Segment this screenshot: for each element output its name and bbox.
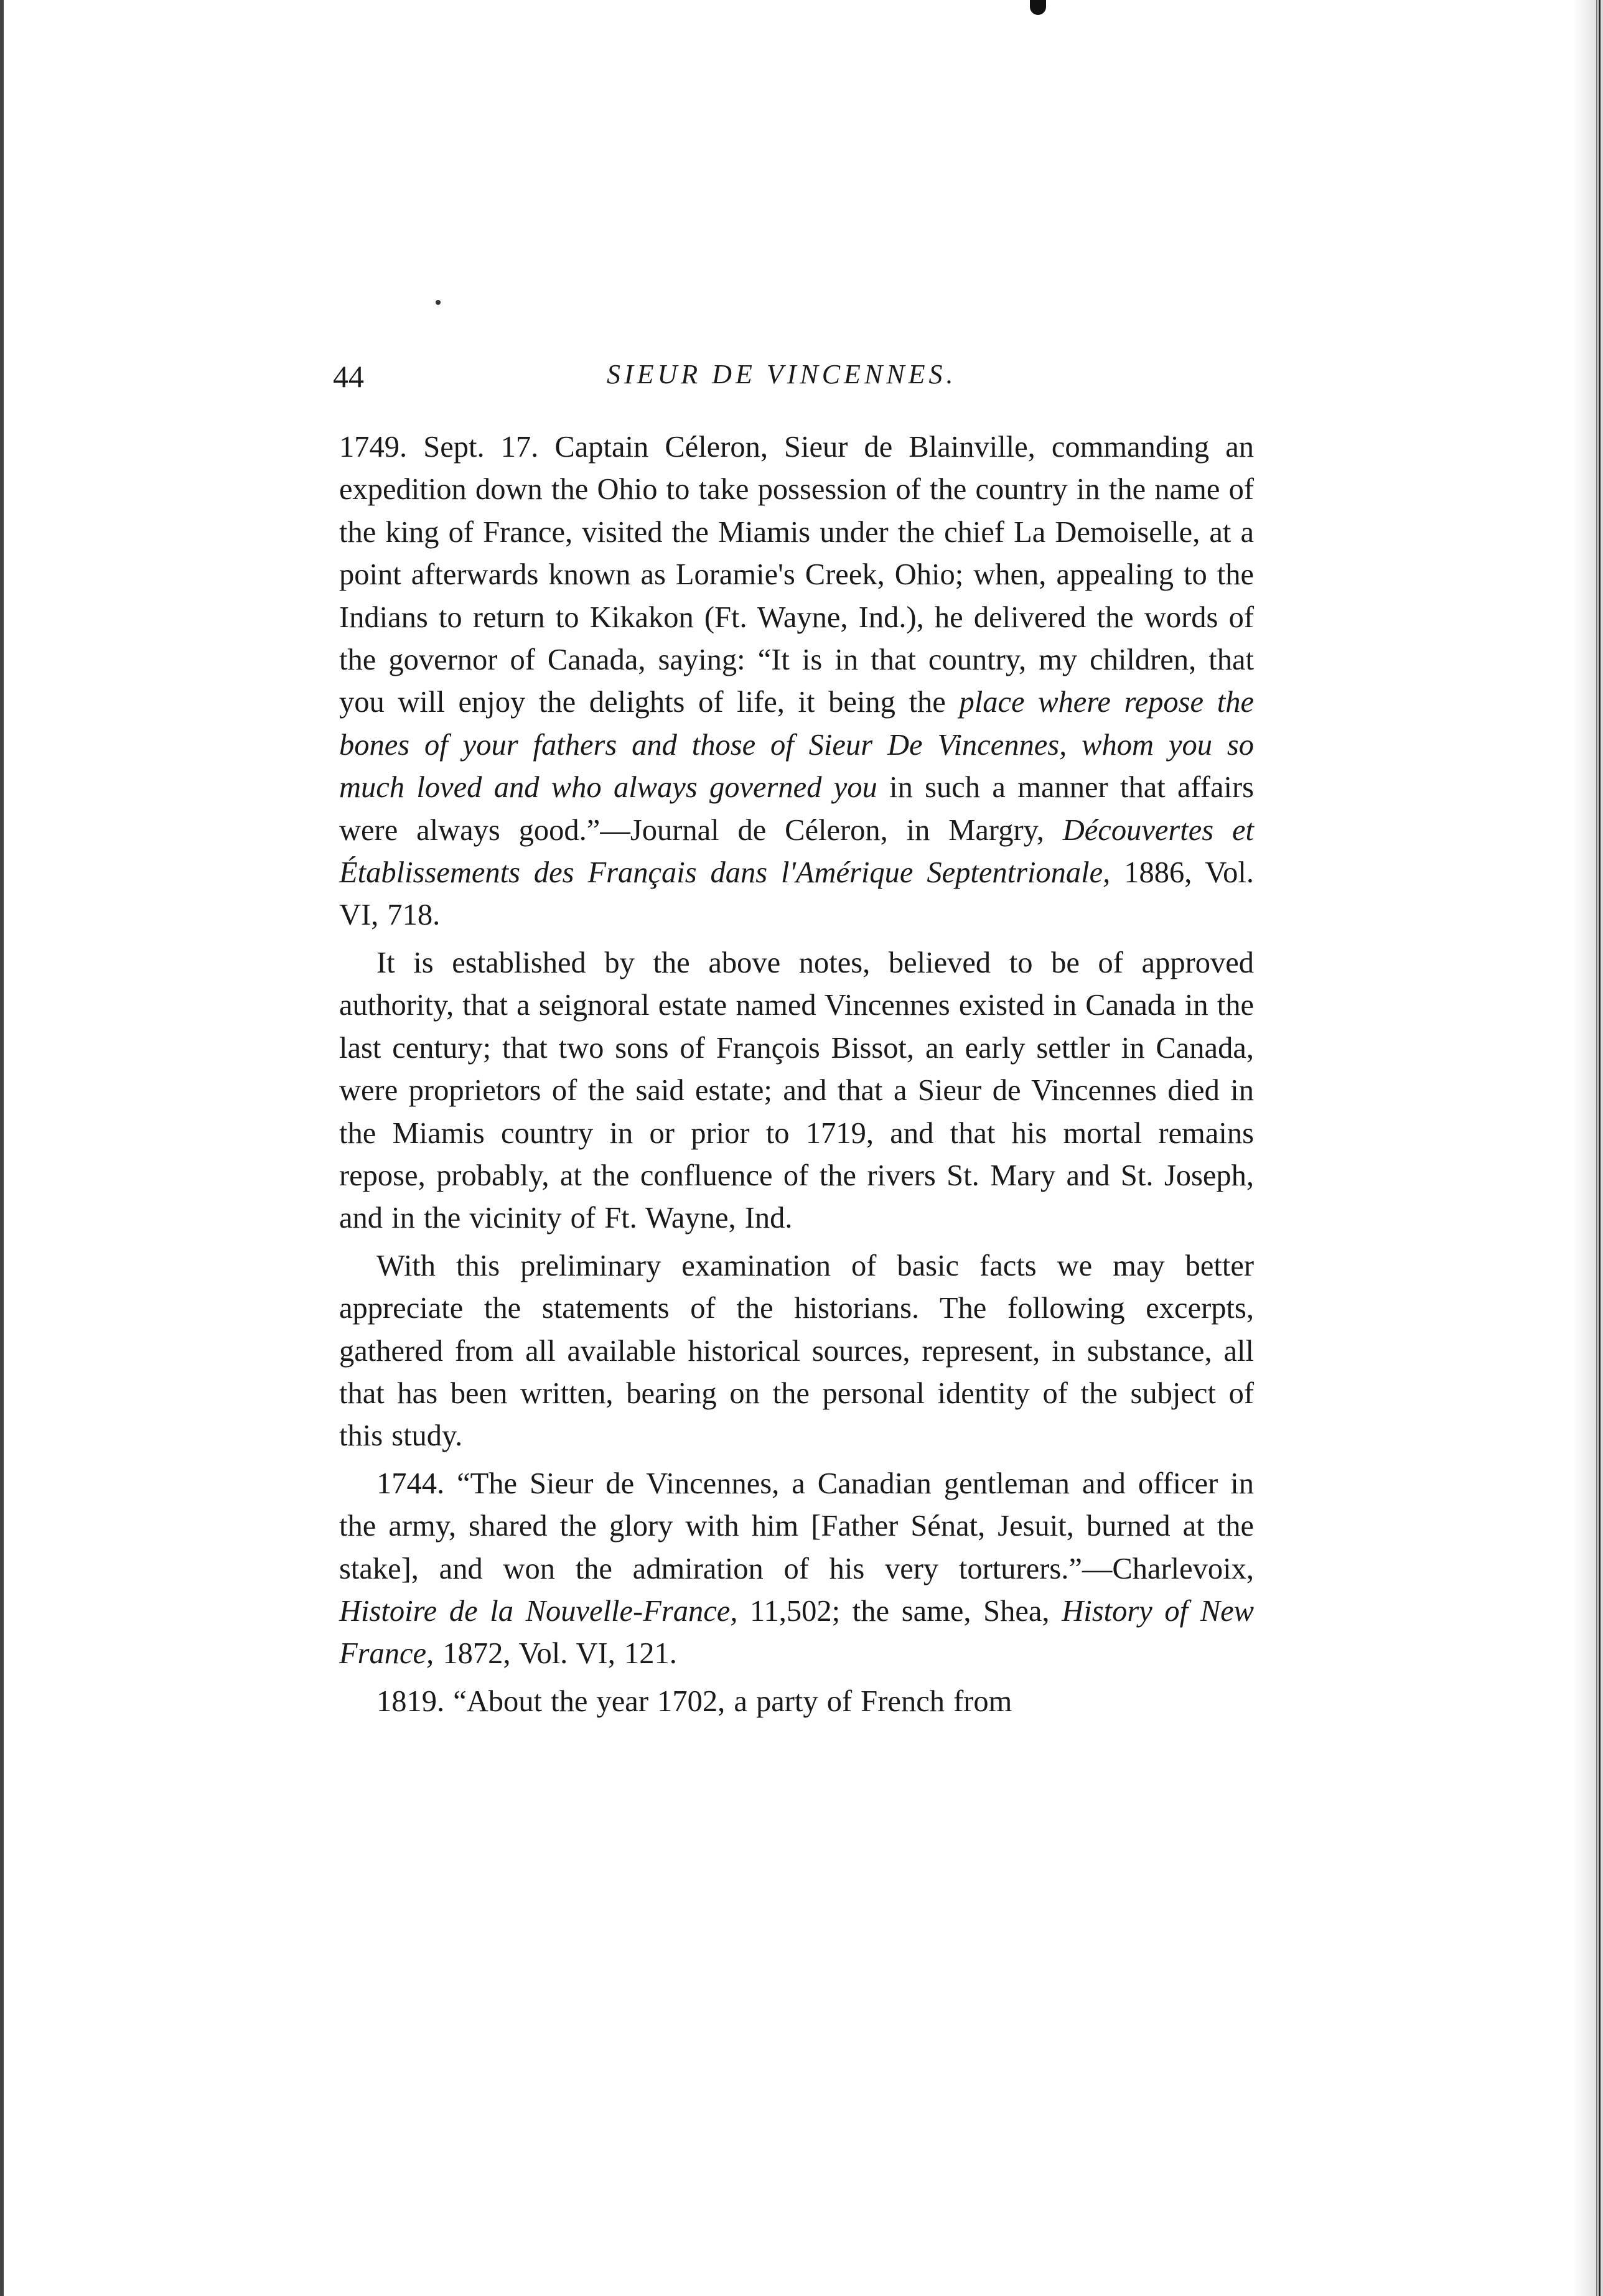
paragraph-examination: With this preliminary examination of basic facts we may better appreciate the statements of the historians. The following excerpts, gathered from all available historical sources, represent, in substance, all that has been written, bearing on the personal identity of the subject of this study. xyxy=(339,1249,1254,1453)
entry-year: 1744. xyxy=(376,1467,445,1500)
entry-year: 1749. Sept. 17. xyxy=(339,431,539,464)
running-head xyxy=(333,355,1254,411)
running-title: SIEUR DE VINCENNES. xyxy=(607,359,957,390)
scan-dot-mark xyxy=(436,300,441,305)
entry-1749: 1749. Sept. 17. Captain Céleron, Sieur de Blainville, commanding an expedition down the Ohio to take possession of the country in the name of the king of France, visited the Miamis under the chief La Demoiselle, at a point afterwards known as Loramie's Creek, Ohio; when, appealing to the Indians to return to Kikakon (Ft. Wayne, Ind.), he delivered the words of the governor of Canada, saying: “It is in that country, my children, that you will enjoy the delights of life, it being the place where repose the bones of your fathers and those of Sieur De Vincennes, whom you so much loved and who always governed you in such a manner that affairs were always good.”—Journal de Céleron, in Margry, Découvertes et Établissements des Français dans l'Amérique Septentrionale, 1886, Vol. VI, 718. xyxy=(339,431,1255,932)
entry-1819: 1819. “About the year 1702, a party of French from xyxy=(376,1684,1012,1718)
scan-top-mark xyxy=(1030,0,1046,15)
text-body xyxy=(339,426,1254,1723)
page-number: 44 xyxy=(333,359,364,394)
page-edge-line-inner xyxy=(1596,0,1597,2296)
paragraph-established: It is established by the above notes, believed to be of approved authority, that a seignoral estate named Vincennes existed in Canada in the last century; that two sons of François Bissot, an early settler in Canada, were proprietors of the said estate; and that a Sieur de Vincennes died in the Miamis country in or prior to 1719, and that his mortal remains repose, probably, at the confluence of the rivers St. Mary and St. Joseph, and in the vicinity of Ft. Wayne, Ind. xyxy=(339,946,1254,1235)
scan-left-edge xyxy=(0,0,4,2296)
page-edge-line xyxy=(1599,0,1601,2296)
entry-1744: 1744. “The Sieur de Vincennes, a Canadian gentleman and officer in the army, shared the glory with him [Father Sénat, Jesuit, burned at the stake], and won the admiration of his very torturers.”—Charlevoix, Histoire de la Nouvelle-France, 11,502; the same, Shea, History of New France, 1872, Vol. VI, 121. xyxy=(339,1467,1255,1671)
entry-year: 1819. xyxy=(376,1684,445,1718)
